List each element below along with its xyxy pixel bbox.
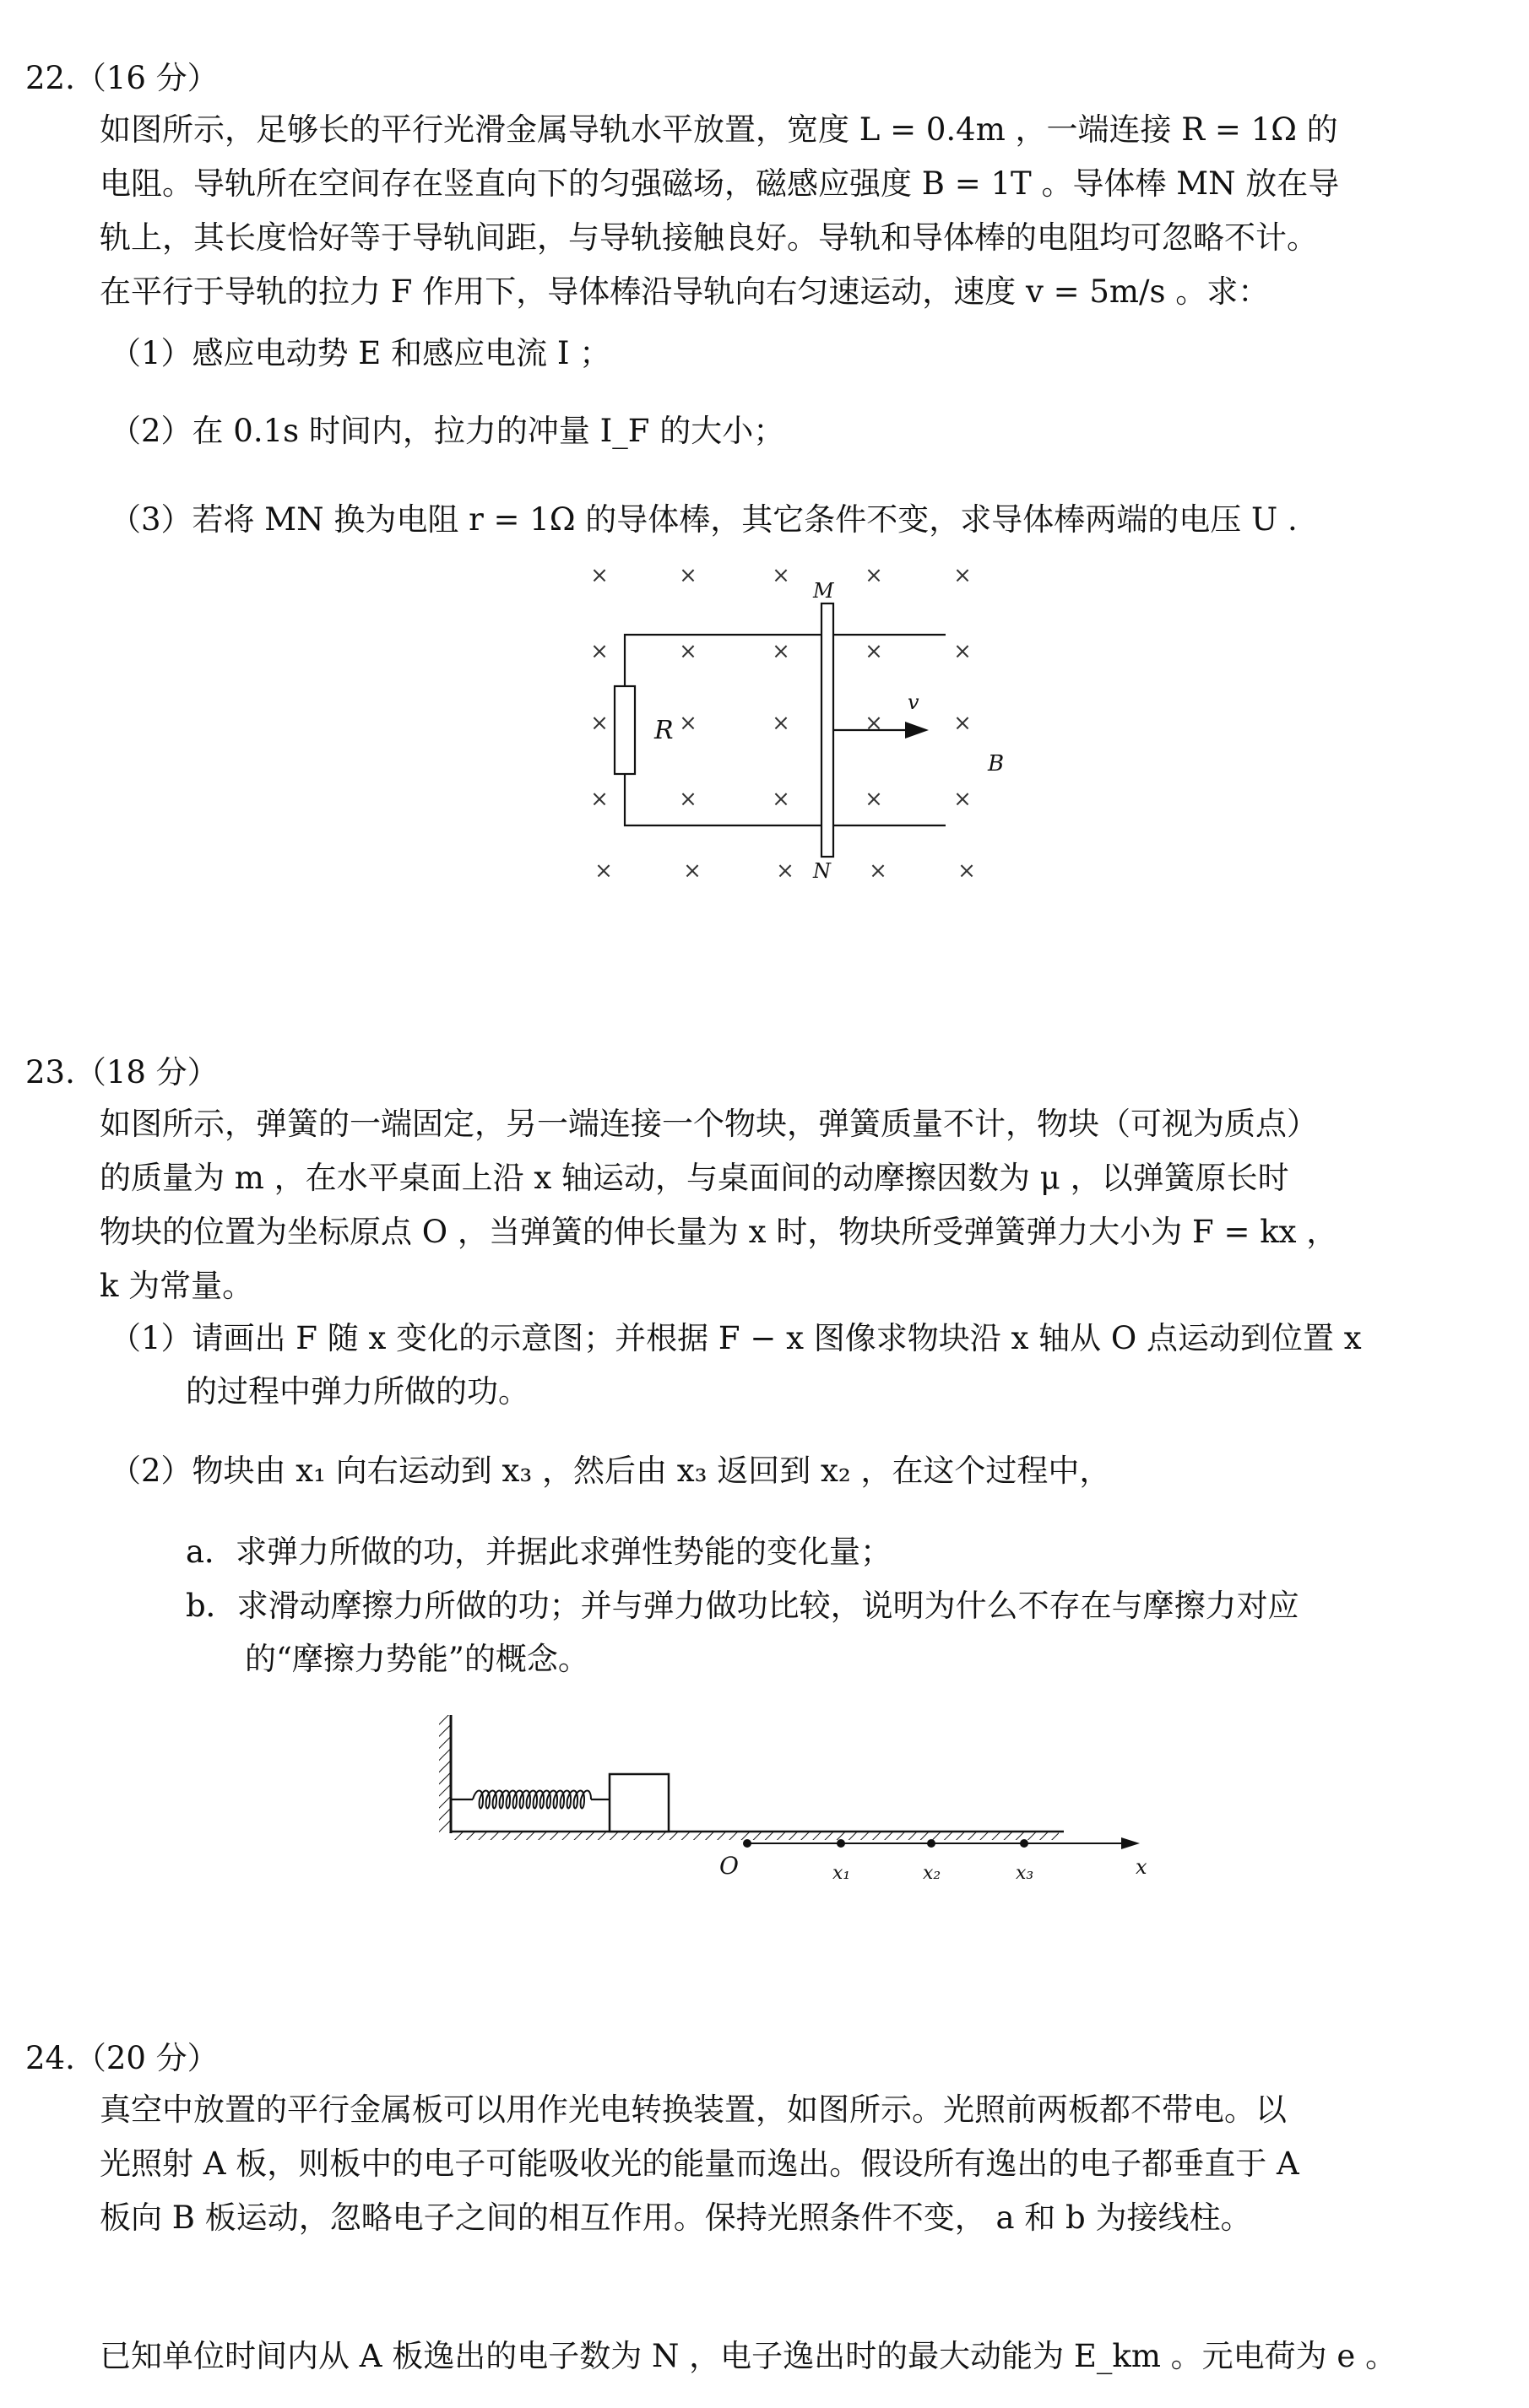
q23-part-2a: a．求弹力所做的功，并据此求弹性势能的变化量；	[186, 1534, 892, 1570]
field-mark: ×	[772, 787, 790, 812]
q22-stem-line-2: 电阻。导轨所在空间存在竖直向下的匀强磁场，磁感应强度 B = 1T 。导体棒 MN 放在导	[100, 165, 1340, 202]
x-axis-arrow	[1121, 1837, 1140, 1849]
field-mark: ×	[772, 563, 790, 588]
point-x3	[1020, 1839, 1028, 1848]
q22-stem-line-3: 轨上，其长度恰好等于导轨间距，与导轨接触良好。导轨和导体棒的电阻均可忽略不计。	[100, 219, 1318, 256]
q24-stem-line-1: 真空中放置的平行金属板可以用作光电转换装置，如图所示。光照前两板都不带电。以	[100, 2091, 1287, 2128]
field-mark: ×	[776, 858, 794, 884]
q22-stem-line-4: 在平行于导轨的拉力 F 作用下，导体棒沿导轨向右匀速运动，速度 v = 5m/s 。求：	[100, 273, 1270, 310]
q22-part-2: （2）在 0.1s 时间内，拉力的冲量 I_F 的大小；	[110, 413, 785, 449]
point-O	[743, 1839, 751, 1848]
field-mark: ×	[594, 858, 613, 884]
field-mark: ×	[953, 639, 972, 664]
point-x1	[837, 1839, 845, 1848]
q23-stem-line-3: 物块的位置为坐标原点 O ，当弹簧的伸长量为 x 时，物块所受弹簧弹力大小为 F = kx ，	[100, 1214, 1338, 1250]
field-mark: ×	[679, 639, 697, 664]
q23-stem	[100, 1097, 1484, 1313]
point-x2	[927, 1839, 935, 1848]
field-mark: ×	[590, 787, 609, 812]
field-mark: ×	[953, 711, 972, 736]
q24-last-line-text: 已知单位时间内从 A 板逸出的电子数为 N ，电子逸出时的最大动能为 E_km 。元电荷为 e 。	[100, 2338, 1397, 2374]
q22-number: 22.（16 分）	[25, 60, 219, 96]
field-mark: ×	[679, 787, 697, 812]
q24-stem-line-2: 光照射 A 板，则板中的电子可能吸收光的能量而逸出。假设所有逸出的电子都垂直于 A	[100, 2146, 1299, 2182]
q23-figure	[422, 1705, 1182, 1891]
block	[610, 1774, 669, 1832]
field-mark: ×	[953, 563, 972, 588]
field-mark: ×	[590, 639, 609, 664]
q23-part-1: （1）请画出 F 随 x 变化的示意图；并根据 F − x 图像求物块沿 x 轴从 O 点运动到位置 x	[110, 1320, 1362, 1356]
q23-part-2b: b．求滑动摩擦力所做的功；并与弹力做功比较，说明为什么不存在与摩擦力对应	[186, 1588, 1299, 1624]
label-x2: x₂	[923, 1863, 941, 1884]
field-mark: ×	[679, 563, 697, 588]
field-marks	[590, 563, 976, 884]
field-mark: ×	[679, 711, 697, 736]
label-x3: x₃	[1016, 1863, 1034, 1884]
q22-part-1: （1）感应电动势 E 和感应电流 I ；	[110, 335, 611, 371]
q24-stem	[100, 2083, 1484, 2245]
field-mark: ×	[953, 787, 972, 812]
q23-stem-line-2: 的质量为 m ，在水平桌面上沿 x 轴运动，与桌面间的动摩擦因数为 μ ，以弹簧原长时	[100, 1160, 1289, 1196]
q22-stem	[100, 103, 1484, 319]
field-mark: ×	[865, 711, 883, 736]
field-mark: ×	[590, 711, 609, 736]
field-mark: ×	[865, 563, 883, 588]
label-x: x	[1136, 1855, 1147, 1879]
label-O: O	[719, 1852, 739, 1880]
q23-part-1-cont: 的过程中弹力所做的功。	[186, 1373, 529, 1410]
q23-stem-line-1: 如图所示，弹簧的一端固定，另一端连接一个物块，弹簧质量不计，物块（可视为质点）	[100, 1106, 1318, 1142]
label-v: v	[908, 690, 919, 714]
q23-number: 23.（18 分）	[25, 1054, 219, 1090]
field-mark: ×	[957, 858, 976, 884]
spring	[473, 1791, 591, 1809]
q22-figure	[557, 557, 1030, 895]
q22-stem-line-1: 如图所示，足够长的平行光滑金属导轨水平放置，宽度 L = 0.4m ，一端连接 R = 1Ω 的	[100, 111, 1338, 148]
field-mark: ×	[865, 787, 883, 812]
field-mark: ×	[869, 858, 887, 884]
q24-stem-line-3: 板向 B 板运动，忽略电子之间的相互作用。保持光照条件不变， a 和 b 为接线柱。	[100, 2200, 1252, 2236]
rod-mn	[821, 603, 833, 857]
field-mark: ×	[683, 858, 702, 884]
field-mark: ×	[772, 711, 790, 736]
label-R: R	[654, 716, 674, 745]
q24-number: 24.（20 分）	[25, 2040, 219, 2076]
label-M: M	[813, 579, 834, 603]
label-B: B	[988, 751, 1005, 777]
resistor	[615, 686, 635, 774]
label-N: N	[813, 859, 831, 883]
q23-part-2: （2）物块由 x₁ 向右运动到 x₃ ，然后由 x₃ 返回到 x₂ ，在这个过程中，	[110, 1453, 1111, 1489]
field-mark: ×	[590, 563, 609, 588]
q22-part-3: （3）若将 MN 换为电阻 r = 1Ω 的导体棒，其它条件不变，求导体棒两端的电压 U .	[110, 501, 1298, 538]
q24-last-line	[100, 2330, 1484, 2384]
q23-part-2b-cont: 的“摩擦力势能”的概念。	[245, 1641, 589, 1677]
field-mark: ×	[772, 639, 790, 664]
field-mark: ×	[865, 639, 883, 664]
q23-stem-line-4: k 为常量。	[100, 1268, 254, 1304]
wall-hatch	[439, 1715, 451, 1833]
label-x1: x₁	[832, 1863, 851, 1884]
table-hatch	[451, 1832, 1059, 1840]
velocity-arrow-head	[905, 722, 929, 739]
